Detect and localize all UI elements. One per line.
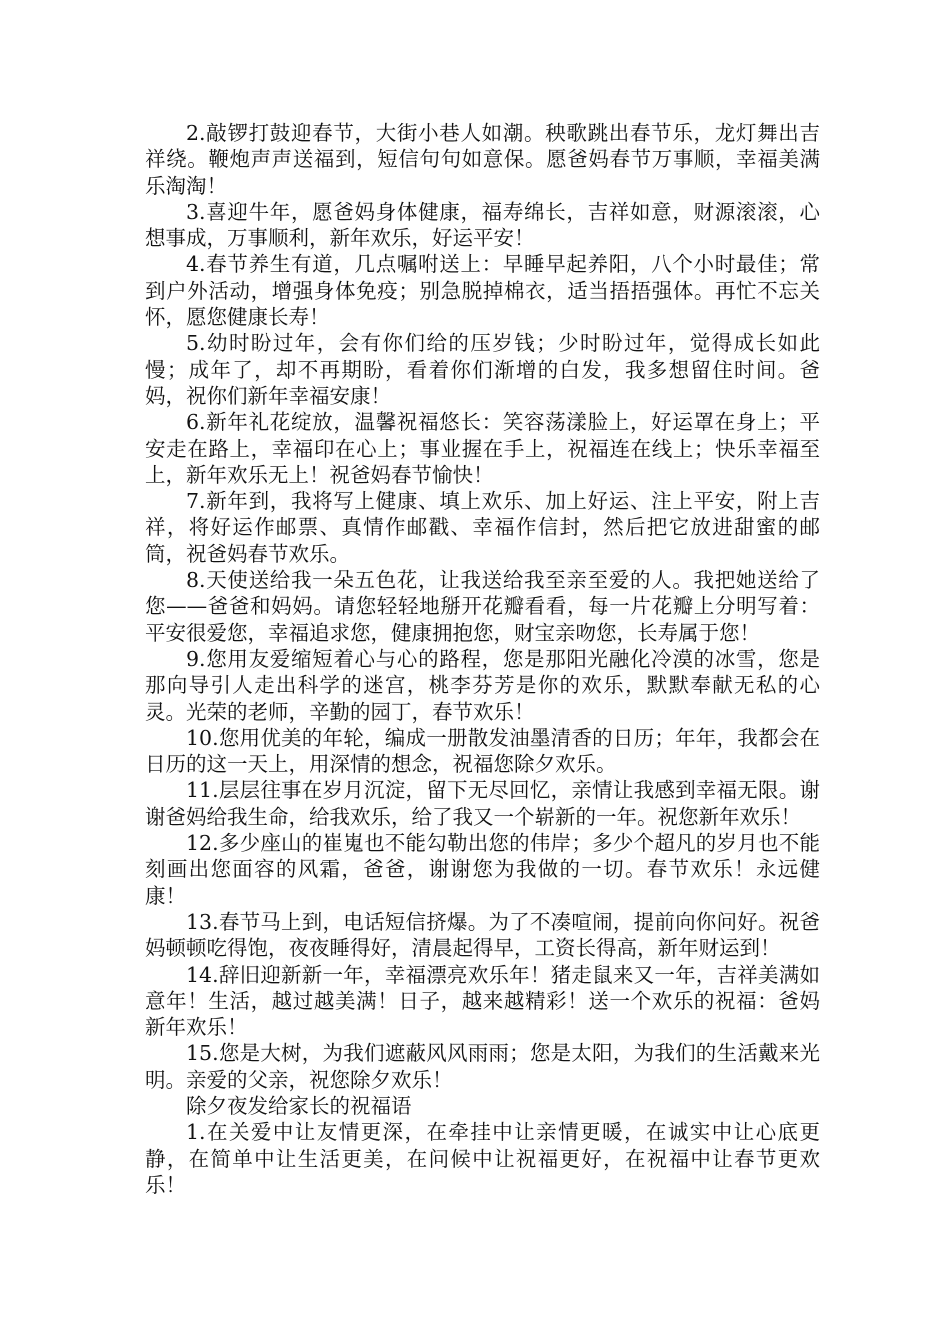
- section-heading: 除夕夜发给家长的祝福语: [186, 1093, 412, 1118]
- paragraph-9: 9.您用友爱缩短着心与心的路程，您是那阳光融化冷漠的冰雪，您是那向导引人走出科学的迷宫，桃李芬芳是你的欢乐，默默奉献无私的心灵。光荣的老师，辛勤的园丁，春节欢乐！: [145, 646, 820, 724]
- paragraph-12: 12.多少座山的崔嵬也不能勾勒出您的伟岸；多少个超凡的岁月也不能刻画出您面容的风霜，爸爸，谢谢您为我做的一切。春节欢乐！永远健康！: [145, 831, 820, 908]
- paragraph-8: 8.天使送给我一朵五色花，让我送给我至亲至爱的人。我把她送给了您——爸爸和妈妈。请您轻轻地掰开花瓣看看，每一片花瓣上分明写着：平安很爱您，幸福追求您，健康拥抱您，财宝亲吻您，长寿属于您！: [145, 568, 820, 645]
- paragraph-4: 4.春节养生有道，几点嘱咐送上：早睡早起养阳，八个小时最佳；常到户外活动，增强身体免疫；别急脱掉棉衣，适当捂捂强体。再忙不忘关怀，愿您健康长寿！: [145, 252, 820, 330]
- paragraph-6: 6.新年礼花绽放，温馨祝福悠长：笑容荡漾脸上，好运罩在身上；平安走在路上，幸福印在心上；事业握在手上，祝福连在线上；快乐幸福至上，新年欢乐无上！祝爸妈春节愉快！: [145, 410, 820, 487]
- paragraph-7: 7.新年到，我将写上健康、填上欢乐、加上好运、注上平安，附上吉祥，将好运作邮票、真情作邮戳、幸福作信封，然后把它放进甜蜜的邮筒，祝爸妈春节欢乐。: [145, 489, 820, 566]
- paragraph-15: 15.您是大树，为我们遮蔽风风雨雨；您是太阳，为我们的生活戴来光明。亲爱的父亲，祝您除夕欢乐！: [145, 1041, 820, 1092]
- paragraph-3: 3.喜迎牛年，愿爸妈身体健康，福寿绵长，吉祥如意，财源滚滚，心想事成，万事顺利，新年欢乐，好运平安！: [145, 199, 820, 251]
- paragraph-13: 13.春节马上到，电话短信挤爆。为了不凑喧闹，提前向你问好。祝爸妈顿顿吃得饱，夜夜睡得好，清晨起得早，工资长得高，新年财运到！: [145, 909, 820, 961]
- paragraph-10: 10.您用优美的年轮，编成一册散发油墨清香的日历；年年，我都会在日历的这一天上，用深情的想念，祝福您除夕欢乐。: [145, 725, 820, 777]
- document-page: [145, 120, 820, 1198]
- paragraph-2: 2.敲锣打鼓迎春节，大街小巷人如潮。秧歌跳出春节乐，龙灯舞出吉祥绕。鞭炮声声送福到，短信句句如意保。愿爸妈春节万事顺，幸福美满乐淘淘！: [145, 121, 820, 198]
- paragraph-14: 14.辞旧迎新新一年，幸福漂亮欢乐年！猪走鼠来又一年，吉祥美满如意年！生活，越过越美满！日子，越来越精彩！送一个欢乐的祝福：爸妈新年欢乐！: [145, 962, 820, 1040]
- section-paragraph-1: 1.在关爱中让友情更深，在牵挂中让亲情更暖，在诚实中让心底更静，在简单中让生活更美，在问候中让祝福更好，在祝福中让春节更欢乐！: [145, 1120, 820, 1197]
- paragraph-5: 5.幼时盼过年，会有你们给的压岁钱；少时盼过年，觉得成长如此慢；成年了，却不再期盼，看着你们渐增的白发，我多想留住时间。爸妈，祝你们新年幸福安康！: [145, 331, 820, 408]
- paragraph-11: 11.层层往事在岁月沉淀，留下无尽回忆，亲情让我感到幸福无限。谢谢爸妈给我生命，给我欢乐，给了我又一个崭新的一年。祝您新年欢乐！: [145, 778, 820, 829]
